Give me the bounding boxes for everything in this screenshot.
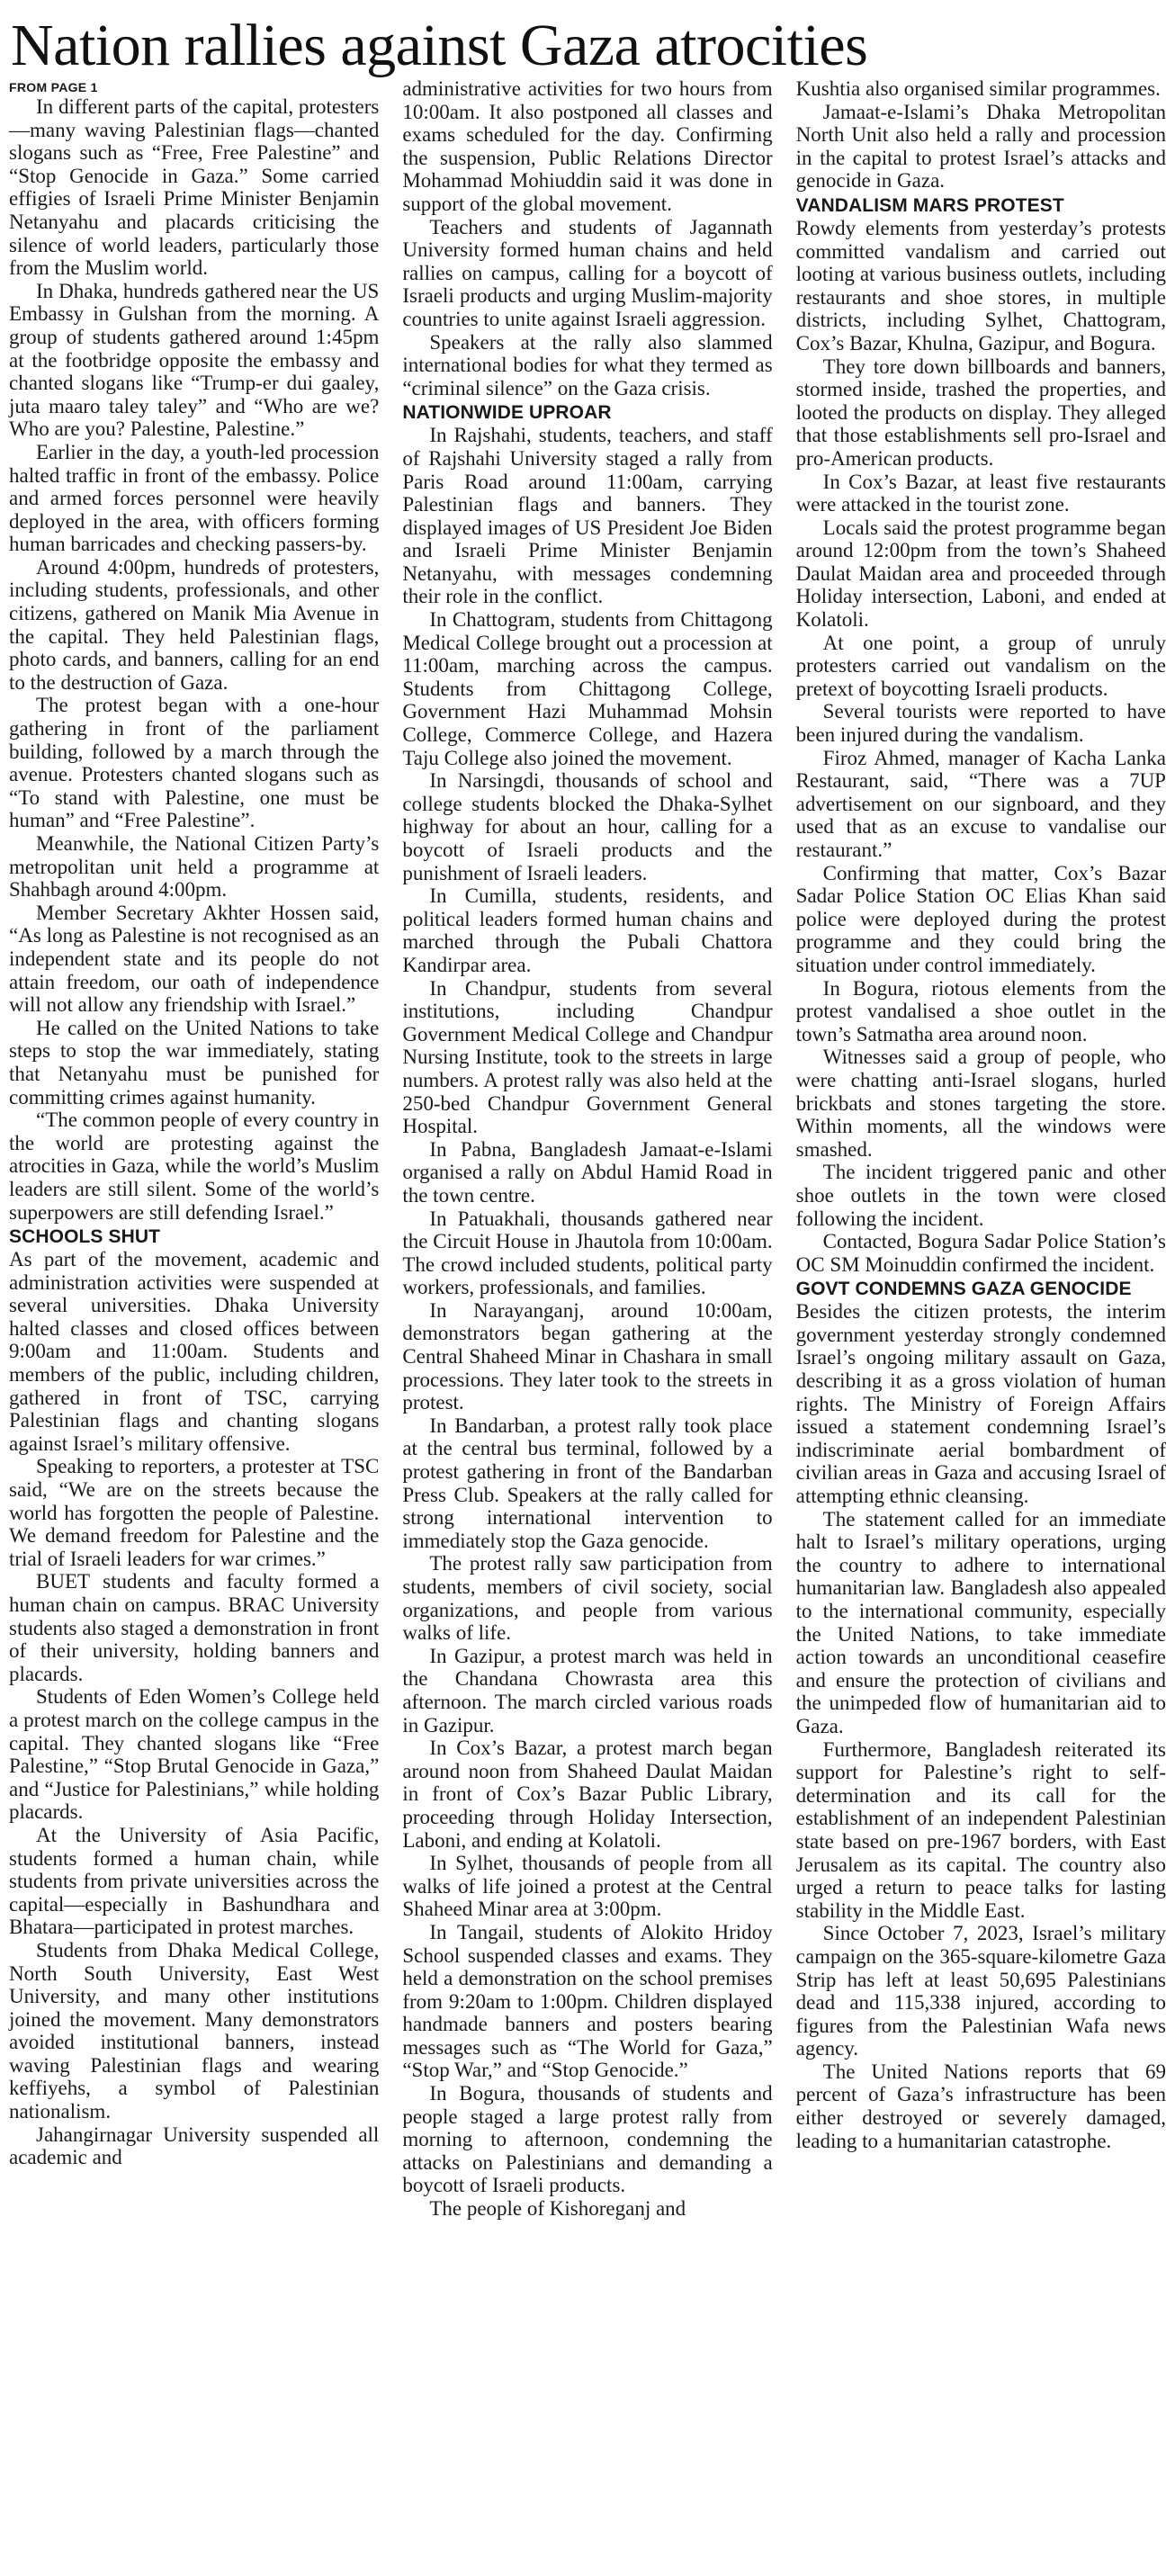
section-subhead: SCHOOLS SHUT: [9, 1226, 161, 1248]
article-paragraph: Contacted, Bogura Sadar Police Station’s OC SM Moinuddin confirmed the incident.: [795, 1230, 1166, 1276]
article-paragraph: At one point, a group of unruly protesters carried out vandalism on the pretext of boycotting Israeli products.: [795, 631, 1166, 700]
article-paragraph: Speakers at the rally also slammed international bodies for what they termed as “criminal silence” on the Gaza crisis.: [402, 330, 773, 399]
dateline: FROM PAGE 1: [9, 80, 98, 94]
article-paragraph: The United Nations reports that 69 percent of Gaza’s infrastructure has been either destroyed or severely damaged, leading to a humanitarian catastrophe.: [795, 2060, 1166, 2152]
article-paragraph: Meanwhile, the National Citizen Party’s metropolitan unit held a programme at Shahbagh around 4:00pm.: [9, 832, 380, 902]
article-paragraph: In Cox’s Bazar, at least five restaurants were attacked in the tourist zone.: [795, 470, 1166, 516]
article-paragraph: Witnesses said a group of people, who were chatting anti-Israel slogans, hurled brickbats and stones targeting the store. Within moments, all the windows were smashed.: [795, 1046, 1166, 1161]
article-paragraph: In Chattogram, students from Chittagong Medical College brought out a procession at 11:00am, marching across the campus. Students from Chittagong College, Government Hazi Muhammad Mohsin College, Commerce College, and Hazera Taju College also joined the movement.: [402, 608, 773, 769]
article-paragraph: As part of the movement, academic and administration activities were suspended at several universities. Dhaka University halted classes and closed offices between 9:00am and 11:00am. Students and members of the public, including children, gathered in front of TSC, carrying Palestinian flags and chanting slogans against Israel’s military offensive.: [9, 1248, 380, 1455]
column-1: [9, 77, 379, 2221]
article-paragraph: Furthermore, Bangladesh reiterated its support for Palestine’s right to self-determination and its call for the establishment of an independent Palestinian state based on pre-1967 borders, with East Jerusalem as its capital. The country also urged a return to peace talks for lasting stability in the Middle East.: [795, 1737, 1166, 1922]
article-paragraph: In Chandpur, students from several institutions, including Chandpur Government Medical College and Chandpur Nursing Institute, took to the streets in large numbers. A protest rally was also held at the 250-bed Chandpur Government General Hospital.: [402, 976, 773, 1138]
article-paragraph: In Bogura, riotous elements from the protest vandalised a shoe outlet in the town’s Satmatha area around noon.: [795, 976, 1166, 1046]
article-paragraph: Several tourists were reported to have been injured during the vandalism.: [795, 700, 1166, 747]
article-paragraph: In Rajshahi, students, teachers, and staff of Rajshahi University staged a rally from Paris Road around 11:00am, carrying Palestinian flags and banners. They displayed images of US President Joe Biden and Israeli Prime Minister Benjamin Netanyahu, with messages condemning their role in the conflict.: [402, 424, 773, 608]
article-paragraph: At the University of Asia Pacific, students formed a human chain, while students from private universities across the capital—especially in Bashundhara and Bhatara—participated in protest marches.: [9, 1823, 380, 1939]
article-paragraph: Rowdy elements from yesterday’s protests committed vandalism and carried out looting at various business outlets, including restaurants and shoe stores, in multiple districts, including Sylhet, Chattogram, Cox’s Bazar, Khulna, Gazipur, and Bogura.: [795, 216, 1166, 355]
article-paragraph: In Narsingdi, thousands of school and college students blocked the Dhaka-Sylhet highway for about an hour, calling for a boycott of Israeli products and the punishment of Israeli leaders.: [402, 769, 773, 884]
article-paragraph: They tore down billboards and banners, stormed inside, trashed the properties, and looted the products on display. They alleged that those establishments sell pro-Israel and pro-American products.: [795, 355, 1166, 470]
article-paragraph: Students of Eden Women’s College held a protest march on the college campus in the capital. They chanted slogans like “Free Palestine,” “Stop Brutal Genocide in Gaza,” and “Justice for Palestinians,” while holding placards.: [9, 1685, 380, 1824]
article-paragraph: He called on the United Nations to take steps to stop the war immediately, stating that Netanyahu must be punished for committing crimes against humanity.: [9, 1016, 380, 1108]
article-paragraph: Firoz Ahmed, manager of Kacha Lanka Restaurant, said, “There was a 7UP advertisement on our signboard, and they used that as an excuse to vandalise our restaurant.”: [795, 746, 1166, 861]
article-paragraph: Locals said the protest programme began around 12:00pm from the town’s Shaheed Daulat Maidan area and proceeded through Holiday intersection, Laboni, and ended at Kolatoli.: [795, 516, 1166, 632]
article-paragraph: Around 4:00pm, hundreds of protesters, including students, professionals, and other citizens, gathered on Manik Mia Avenue in the capital. They held Palestinian flags, photo cards, and banners, calling for an end to the destruction of Gaza.: [9, 555, 380, 694]
article-paragraph: In Pabna, Bangladesh Jamaat-e-Islami organised a rally on Abdul Hamid Road in the town centre.: [402, 1137, 773, 1207]
column-3: [796, 77, 1166, 2221]
article-paragraph: In Cumilla, students, residents, and political leaders formed human chains and marched through the Pubali Chattora Kandirpar area.: [402, 884, 773, 976]
section-subhead: NATIONWIDE UPROAR: [402, 402, 612, 424]
article-paragraph: Since October 7, 2023, Israel’s military campaign on the 365-square-kilometre Gaza Strip has left at least 50,695 Palestinians dead and 115,338 injured, according to figures from the Palestinian Wafa news agency.: [795, 1922, 1166, 2060]
article-paragraph: Students from Dhaka Medical College, North South University, East West University, and many other institutions joined the movement. Many demonstrators avoided institutional banners, instead waving Palestinian flags and wearing keffiyehs, a symbol of Palestinian nationalism.: [9, 1938, 380, 2123]
article-paragraph: BUET students and faculty formed a human chain on campus. BRAC University students also staged a demonstration in front of their university, holding banners and placards.: [9, 1570, 380, 1685]
article-paragraph: Confirming that matter, Cox’s Bazar Sadar Police Station OC Elias Khan said police were deployed during the protest programme and they could bring the situation under control immediately.: [795, 861, 1166, 976]
article-paragraph: In Cox’s Bazar, a protest march began around noon from Shaheed Daulat Maidan in front of Cox’s Bazar Public Library, proceeding through Holiday Intersection, Laboni, and ending at Kolatoli.: [402, 1737, 773, 1852]
article-paragraph: In Sylhet, thousands of people from all walks of life joined a protest at the Central Shaheed Minar area at 3:00pm.: [402, 1852, 773, 1921]
article-paragraph: Teachers and students of Jagannath University formed human chains and held rallies on campus, calling for a boycott of Israeli products and urging Muslim-majority countries to unite against Israeli aggression.: [402, 215, 773, 330]
section-subhead: VANDALISM MARS PROTEST: [795, 194, 1064, 216]
article-paragraph: Jamaat-e-Islami’s Dhaka Metropolitan North Unit also held a rally and procession in the capital to protest Israel’s attacks and genocide in Gaza.: [795, 100, 1166, 193]
section-subhead: GOVT CONDEMNS GAZA GENOCIDE: [795, 1279, 1132, 1300]
article-paragraph: The statement called for an immediate halt to Israel’s military operations, urging the country to adhere to international humanitarian law. Bangladesh also appealed to the international community, especially the United Nations, to take immediate action towards an unconditional ceasefire and ensure the protection of civilians and the unimpeded flow of humanitarian aid to Gaza.: [795, 1507, 1166, 1737]
article-paragraph: “The common people of every country in the world are protesting against the atrocities in Gaza, while the world’s Muslim leaders are still silent. Some of the world’s superpowers are still defending Israel.”: [9, 1108, 380, 1224]
article-paragraph: In Patuakhali, thousands gathered near the Circuit House in Jhautola from 10:00am. The crowd included students, political party workers, professionals, and families.: [402, 1207, 773, 1299]
article-paragraph: The incident triggered panic and other shoe outlets in the town were closed following the incident.: [795, 1161, 1166, 1230]
article-paragraph: Kushtia also organised similar programmes.: [795, 77, 1161, 100]
article-paragraph: In Bogura, thousands of students and people staged a large protest rally from morning to afternoon, condemning the attacks on Palestinians and demanding a boycott of Israeli products.: [402, 2082, 773, 2197]
article-paragraph: In Gazipur, a protest march was held in the Chandana Chowrasta area this afternoon. The march circled various roads in Gazipur.: [402, 1644, 773, 1737]
article-paragraph: administrative activities for two hours from 10:00am. It also postponed all classes and exams scheduled for the day. Confirming the suspension, Public Relations Director Mohammad Mohiuddin said it was done in support of the global movement.: [402, 77, 773, 215]
article-columns: [9, 77, 1166, 2221]
article-paragraph: The protest rally saw participation from students, members of civil society, social organizations, and people from various walks of life.: [402, 1552, 773, 1645]
article-paragraph: Member Secretary Akhter Hossen said, “As long as Palestine is not recognised as an independent state and its people do not attain freedom, our oath of independence will not allow any friendship with Israel.”: [9, 901, 380, 1017]
article-paragraph: Jahangirnagar University suspended all academic and: [9, 2123, 380, 2169]
article-paragraph: The people of Kishoreganj and: [429, 2197, 686, 2221]
article-paragraph: In Narayanganj, around 10:00am, demonstrators began gathering at the Central Shaheed Minar in Chashara in small processions. They later took to the streets in protest.: [402, 1298, 773, 1414]
article-paragraph: In Tangail, students of Alokito Hridoy School suspended classes and exams. They held a demonstration on the school premises from 9:20am to 1:00pm. Children displayed handmade banners and posters bearing messages such as “The World for Gaza,” “Stop War,” and “Stop Genocide.”: [402, 1920, 773, 2082]
newspaper-page: [0, 14, 1175, 2576]
article-paragraph: Earlier in the day, a youth-led procession halted traffic in front of the embassy. Police and armed forces personnel were heavily deployed in the area, with officers forming human barricades and checking passers-by.: [9, 440, 380, 556]
article-paragraph: In Bandarban, a protest rally took place at the central bus terminal, followed by a protest gathering in front of the Bandarban Press Club. Speakers at the rally called for strong international intervention to immediately stop the Gaza genocide.: [402, 1414, 773, 1552]
article-paragraph: Besides the citizen protests, the interim government yesterday strongly condemned Israel’s ongoing military assault on Gaza, describing it as a gross violation of human rights. The Ministry of Foreign Affairs issued a statement condemning Israel’s indiscriminate aerial bombardment of civilian areas in Gaza and accusing Israel of attempting ethnic cleansing.: [795, 1300, 1166, 1508]
article-paragraph: In Dhaka, hundreds gathered near the US Embassy in Gulshan from the morning. A group of students gathered around 1:45pm at the footbridge opposite the embassy and chanted slogans like “Trump-er dui gaaley, juta maaro taley taley” and “Who are we? Who are you? Palestine, Palestine.”: [9, 279, 380, 441]
article-paragraph: Speaking to reporters, a protester at TSC said, “We are on the streets because the world has forgotten the people of Palestine. We demand freedom for Palestine and the trial of Israeli leaders for war crimes.”: [9, 1455, 380, 1570]
headline: Nation rallies against Gaza atrocities: [11, 13, 868, 78]
article-paragraph: In different parts of the capital, protesters—many waving Palestinian flags—chanted slogans such as “Free, Free Palestine” and “Stop Genocide in Gaza.” Some carried effigies of Israeli Prime Minister Benjamin Netanyahu and placards criticising the silence of world leaders, particularly those from the Muslim world.: [9, 95, 380, 280]
column-2: [402, 77, 772, 2221]
article-paragraph: The protest began with a one-hour gathering in front of the parliament building, followed by a march through the avenue. Protesters chanted slogans such as “To stand with Palestine, one must be human” and “Free Palestine”.: [9, 694, 380, 832]
